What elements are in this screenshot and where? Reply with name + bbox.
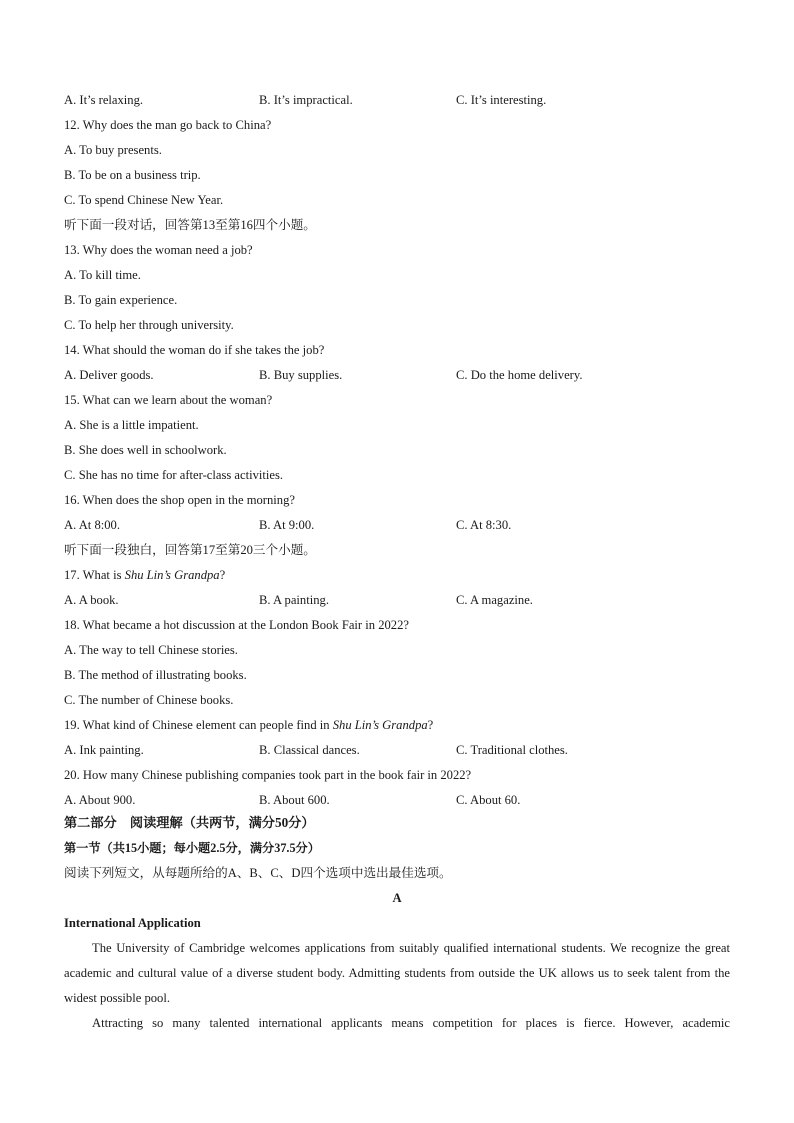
q19-prefix: 19. What kind of Chinese element can people find in [64, 718, 333, 732]
q17-suffix: ? [219, 568, 226, 582]
q19-option-b: B. Classical dances. [259, 743, 360, 757]
passage-title: International Application [64, 916, 201, 930]
q13-option-c: C. To help her through university. [64, 318, 234, 332]
q14-question: 14. What should the woman do if she takes the job? [64, 343, 325, 357]
q11-option-a: A. It’s relaxing. [64, 93, 144, 107]
q12-option-a: A. To buy presents. [64, 143, 162, 157]
q12-question: 12. Why does the man go back to China? [64, 118, 272, 132]
passage-paragraph-1: The University of Cambridge welcomes applications from suitably qualified international students. We recognize the great academic and cultural value of a diverse student body. Admitting students from outside the UK allows us to seek talent from the widest possible pool. [64, 941, 730, 1005]
passage-paragraph-2: Attracting so many talented international applicants means competition for places is fierce. However, academic [92, 1016, 730, 1030]
q14-option-a: A. Deliver goods. [64, 368, 154, 382]
q20-option-a: A. About 900. [64, 793, 136, 807]
q20-option-c: C. About 60. [456, 793, 521, 807]
q17-question [64, 567, 744, 583]
q18-option-b: B. The method of illustrating books. [64, 668, 247, 682]
q19-book-title: Shu Lin’s Grandpa [332, 718, 428, 732]
q17-prefix: 17. What is [64, 568, 125, 582]
q17-option-a: A. A book. [64, 593, 119, 607]
q17-book-title: Shu Lin’s Grandpa [124, 568, 220, 582]
q11-option-c: C. It’s interesting. [456, 93, 547, 107]
q13-option-a: A. To kill time. [64, 268, 141, 282]
q13-question: 13. Why does the woman need a job? [64, 243, 253, 257]
q18-option-c: C. The number of Chinese books. [64, 693, 234, 707]
q14-option-b: B. Buy supplies. [259, 368, 343, 382]
q11-option-b: B. It’s impractical. [259, 93, 353, 107]
q15-option-c: C. She has no time for after-class activities. [64, 468, 284, 482]
q16-question: 16. When does the shop open in the morning? [64, 493, 295, 507]
instruction-13-16: 听下面一段对话，回答第13至第16四个小题。 [64, 218, 316, 232]
q20-option-b: B. About 600. [259, 793, 330, 807]
q19-suffix: ? [427, 718, 434, 732]
q19-option-a: A. Ink painting. [64, 743, 144, 757]
q18-option-a: A. The way to tell Chinese stories. [64, 643, 238, 657]
q19-option-c: C. Traditional clothes. [456, 743, 568, 757]
q19-question [64, 717, 744, 733]
q16-option-c: C. At 8:30. [456, 518, 512, 532]
q20-question: 20. How many Chinese publishing companies took part in the book fair in 2022? [64, 768, 472, 782]
q17-option-b: B. A painting. [259, 593, 329, 607]
q14-option-c: C. Do the home delivery. [456, 368, 583, 382]
reading-instruction: 阅读下列短文，从每题所给的A、B、C、D四个选项中选出最佳选项。 [64, 866, 452, 880]
q18-question: 18. What became a hot discussion at the London Book Fair in 2022? [64, 618, 409, 632]
q17-option-c: C. A magazine. [456, 593, 533, 607]
instruction-17-20: 听下面一段独白，回答第17至第20三个小题。 [64, 543, 316, 557]
q12-option-c: C. To spend Chinese New Year. [64, 193, 224, 207]
section1-heading: 第一节（共15小题；每小题2.5分，满分37.5分） [64, 841, 320, 855]
q16-option-a: A. At 8:00. [64, 518, 120, 532]
q15-option-b: B. She does well in schoolwork. [64, 443, 227, 457]
part2-heading: 第二部分 阅读理解（共两节，满分50分） [64, 815, 315, 830]
q13-option-b: B. To gain experience. [64, 293, 178, 307]
q12-option-b: B. To be on a business trip. [64, 168, 201, 182]
q15-option-a: A. She is a little impatient. [64, 418, 199, 432]
passage-letter: A [392, 891, 402, 905]
q15-question: 15. What can we learn about the woman? [64, 393, 273, 407]
q16-option-b: B. At 9:00. [259, 518, 315, 532]
